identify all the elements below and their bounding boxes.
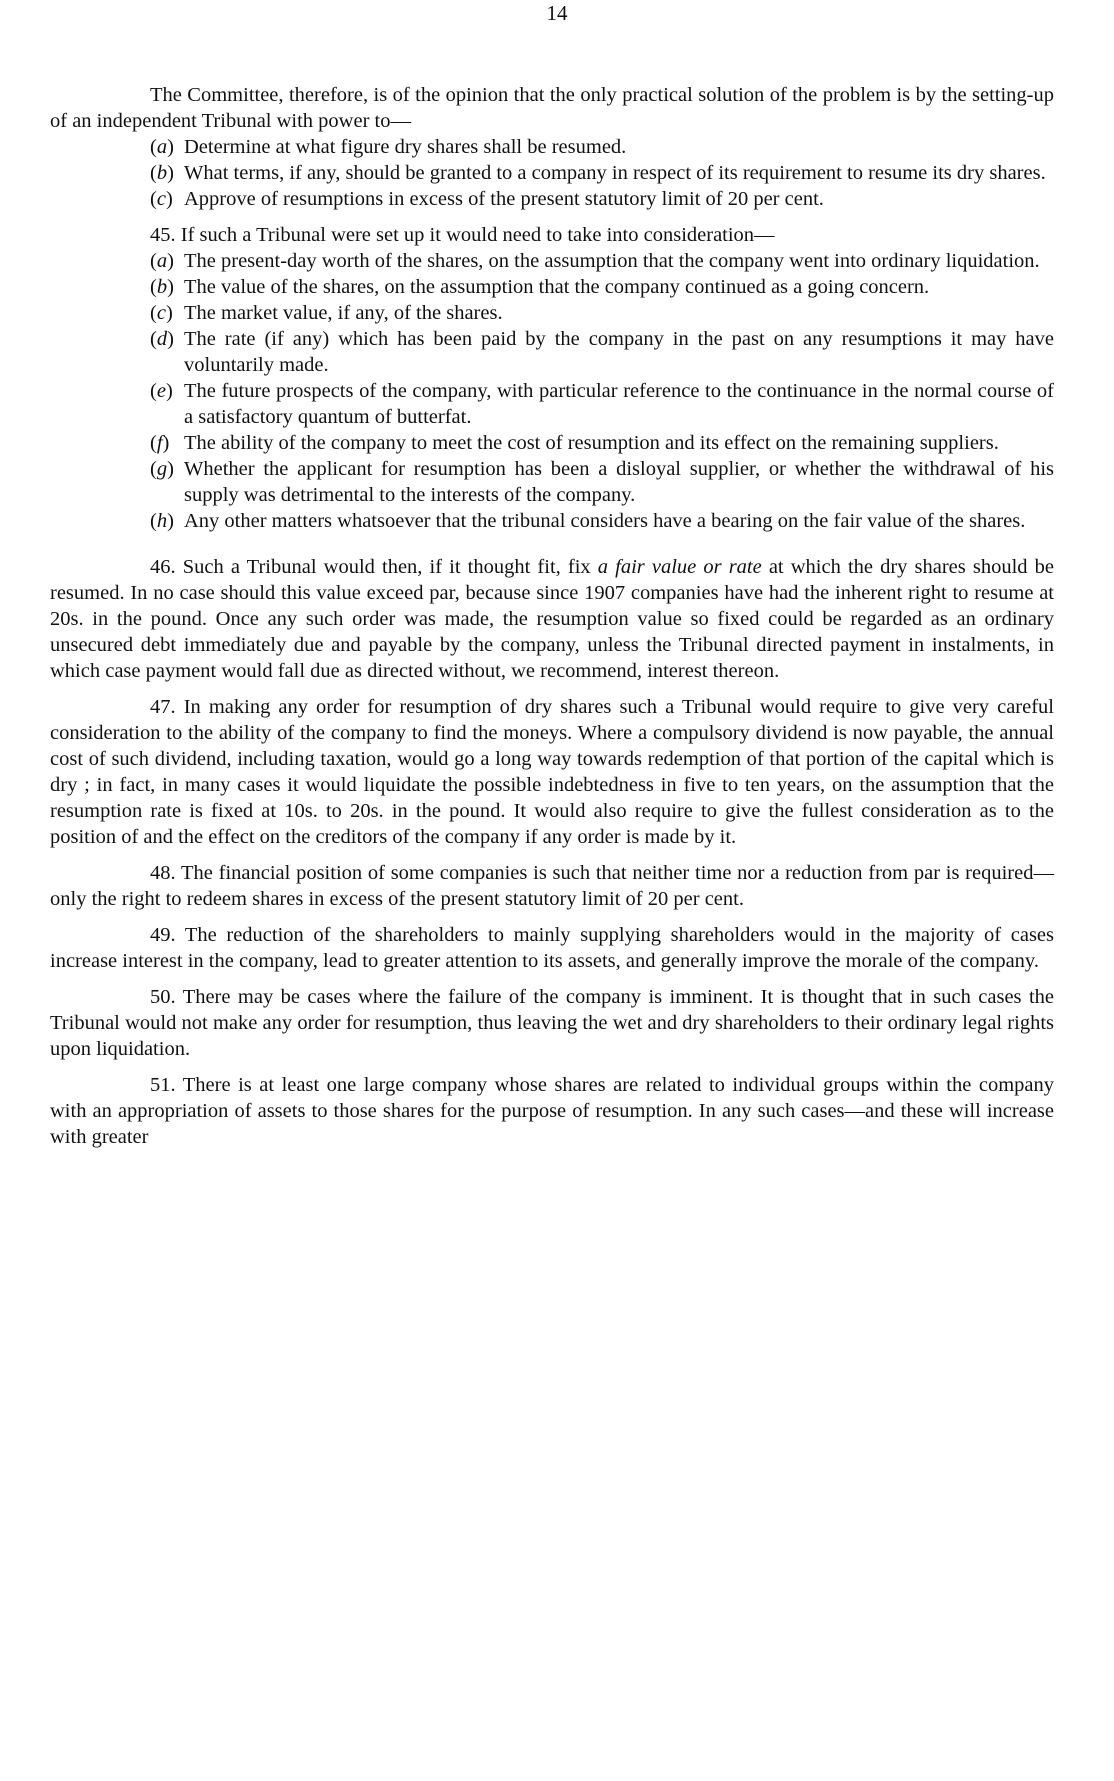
list-item: (b) The value of the shares, on the assumption that the company continued as a going concern. xyxy=(150,276,930,298)
paragraph-number: 45. xyxy=(150,224,176,246)
intro-section xyxy=(50,82,1054,212)
paragraph-51: 51. There is at least one large company whose shares are related to individual groups within the company with an appropriation of assets to those shares for the purpose of resumption. In any such cases—and these will increase with greater xyxy=(50,1074,1054,1148)
list-item: (b) What terms, if any, should be granted to a company in respect of its requirement to resume its dry shares. xyxy=(150,162,1046,184)
paragraph-49: 49. The reduction of the shareholders to mainly supplying shareholders would in the majority of cases increase interest in the company, lead to greater attention to its assets, and generally improve the morale of the company. xyxy=(50,924,1054,972)
list-item: (d) The rate (if any) which has been paid by the company in the past on any resumptions it may have voluntarily made. xyxy=(150,328,1054,376)
paragraph-50: 50. There may be cases where the failure of the company is imminent. It is thought that in such cases the Tribunal would not make any order for resumption, thus leaving the wet and dry shareholders to their ordinary legal rights upon liquidation. xyxy=(50,986,1055,1060)
paragraph-number: 51. xyxy=(150,1074,176,1096)
tribunal-powers-list xyxy=(50,134,1054,212)
paragraph-number: 47. xyxy=(150,696,176,718)
paragraph-number: 49. xyxy=(150,924,176,946)
considerations-list xyxy=(50,248,1054,534)
list-item: (e) The future prospects of the company, with particular reference to the continuance in the normal course of a satisfactory quantum of butterfat. xyxy=(150,380,1054,428)
paragraph-48: 48. The financial position of some companies is such that neither time nor a reduction from par is required—only the right to redeem shares in excess of the present statutory limit of 20 per cent. xyxy=(50,862,1054,910)
paragraph-number: 48. xyxy=(150,862,176,884)
list-item: (c) Approve of resumptions in excess of the present statutory limit of 20 per cent. xyxy=(150,188,824,210)
list-item: (c) The market value, if any, of the shares. xyxy=(150,302,503,324)
document-body xyxy=(50,82,1054,1160)
list-item: (a) The present-day worth of the shares, on the assumption that the company went into ordinary liquidation. xyxy=(150,250,1040,272)
intro-paragraph: The Committee, therefore, is of the opinion that the only practical solution of the problem is by the setting-up of an independent Tribunal with power to— xyxy=(50,84,1054,132)
paragraph-45: 45. If such a Tribunal were set up it would need to take into consideration— (a) The present-day worth of the shares, on the assumption that the company went into ordinary liquidation. (b) The value of the shares, on the assumption that the company continued as a going concern. (c) The market value, if any, of the shares. (d) The rate (if any) which has been paid by the company in the past on any resumptions it may have voluntarily made. (e) The future prospects of the company, with particular reference to the continuance in the normal course of a satisfactory quantum of butterfat. (f) The ability of the company to meet the cost of resumption and its effect on the remaining suppliers. (g) Whether the applicant for resumption has been a disloyal supplier, or whether the withdrawal of his supply was detrimental to the interests of the company. (h) Any other matters whatsoever that the tribunal considers have a bearing on the fair value of the shares. xyxy=(50,222,1054,534)
list-item: (f) The ability of the company to meet the cost of resumption and its effect on the remaining suppliers. xyxy=(150,432,999,454)
page-number: 14 xyxy=(546,1,568,25)
list-item: (h) Any other matters whatsoever that the tribunal considers have a bearing on the fair value of the shares. xyxy=(150,510,1026,532)
paragraph-number: 50. xyxy=(150,986,176,1008)
paragraph-47: 47. In making any order for resumption of dry shares such a Tribunal would require to give very careful consideration to the ability of the company to find the moneys. Where a compulsory dividend is now payable, the annual cost of such dividend, including taxation, would go a long way towards redemption of that portion of the capital which is dry ; in fact, in many cases it would liquidate the possible indebtedness in five to ten years, on the assumption that the resumption rate is fixed at 10s. to 20s. in the pound. It would also require to give the fullest consideration as to the position of and the effect on the creditors of the company if any order is made by it. xyxy=(50,696,1055,848)
list-item: (g) Whether the applicant for resumption has been a disloyal supplier, or whether the withdrawal of his supply was detrimental to the interests of the company. xyxy=(150,458,1054,506)
list-item: (a) Determine at what figure dry shares shall be resumed. xyxy=(150,136,627,158)
paragraph-number: 46. xyxy=(150,556,176,578)
paragraph-46: 46. Such a Tribunal would then, if it thought fit, fix a fair value or rate at which the dry shares should be resumed. In no case should this value exceed par, because since 1907 companies have had the inherent right to resume at 20s. in the pound. Once any such order was made, the resumption value so fixed could be regarded as an ordinary unsecured debt immediately due and payable by the company, unless the Tribunal directed payment in instalments, in which case payment would fall due as directed without, we recommend, interest thereon. xyxy=(50,556,1054,682)
emphasis-text: a fair value or rate xyxy=(597,556,762,578)
